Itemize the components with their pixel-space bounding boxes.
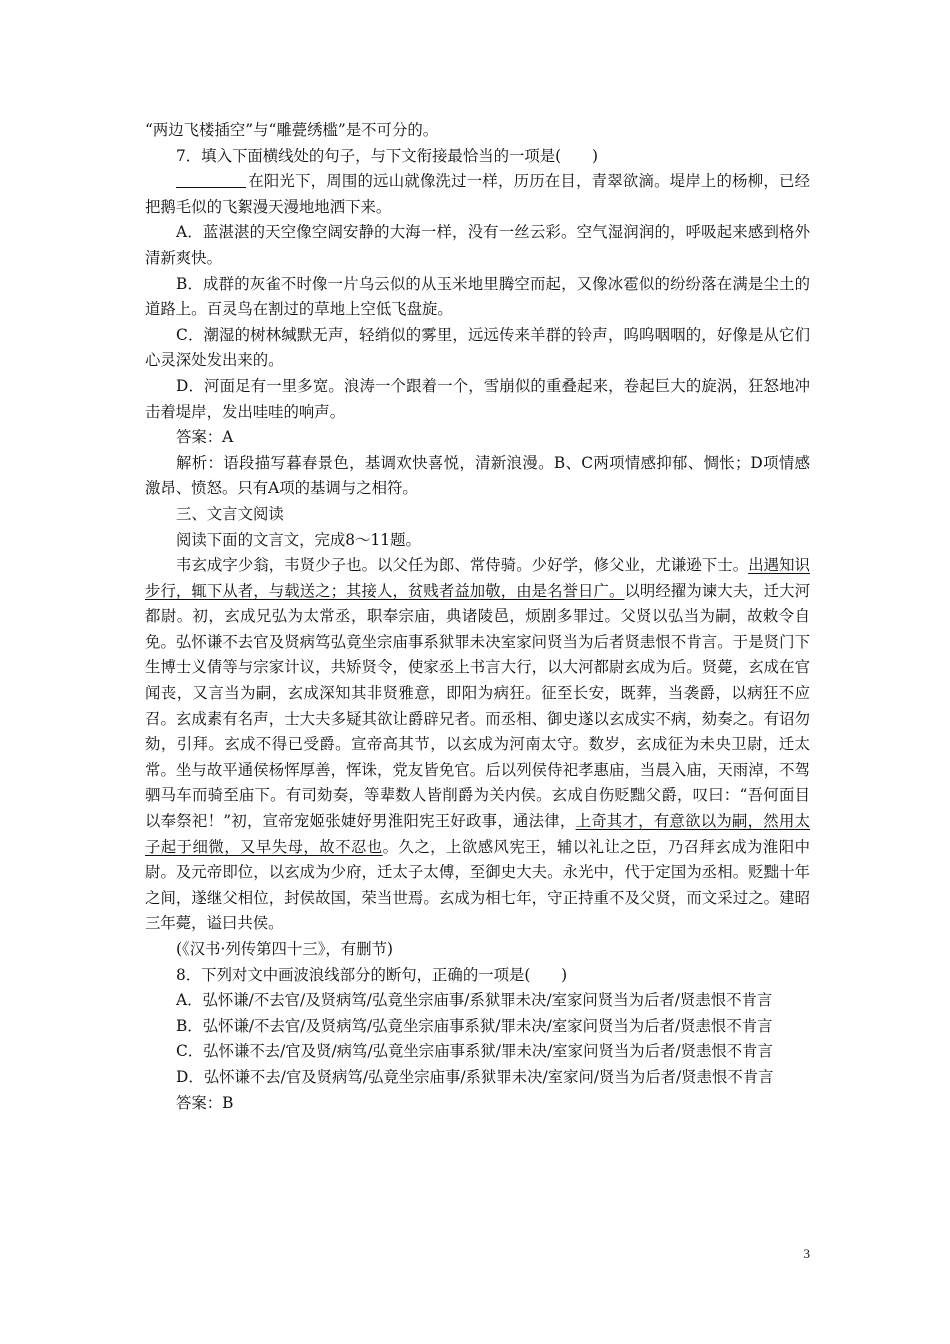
passage-part-3: 。久之，上欲感风宪王，辅以礼让之臣，乃召拜玄成为淮阳中尉。及元帝即位，以玄成为少府，迁太子太傅，至御史大夫。永光中，代于定国为丞相。贬黜十年之间，遂继父相位，封侯故国，荣当世焉。玄成为相七年，守正持重不及父贤，而文采过之。建昭三年薨，谥曰共侯。 bbox=[145, 837, 810, 933]
document-body bbox=[145, 118, 810, 1116]
underlined-sentence-2: 上奇其才，有意欲以为嗣，然用太子起于细微，又早失母，故不忍也 bbox=[145, 812, 810, 856]
answer-7: 答案：A bbox=[176, 428, 234, 447]
underlined-sentence-1: 出遇知识步行，辄下从者，与载送之；其接人，贫贱者益加敬，由是名誉日广。 bbox=[145, 556, 810, 600]
option-7c: C．潮湿的树林缄默无声，轻绡似的雾里，远远传来羊群的铃声，呜呜咽咽的，好像是从它们心灵深处发出来的。 bbox=[145, 325, 810, 370]
question-7-text bbox=[145, 169, 810, 220]
option-7b: B．成群的灰雀不时像一片乌云似的从玉米地里腾空而起，又像冰雹似的纷纷落在满是尘土的道路上。百灵鸟在割过的草地上空低飞盘旋。 bbox=[145, 274, 810, 319]
passage-part-2: 以明经擢为谏大夫，迁大河都尉。初，玄成兄弘为太常丞，职奉宗庙，典诸陵邑，烦剧多罪过。父贤以弘当为嗣，故敕令自免。弘怀谦不去官及贤病笃弘竟坐宗庙事系狱罪未决室家问贤当为后者贤恚恨不肯言。于是贤门下生博士义倩等与宗家计议，共矫贤令，使家丞上书言大行，以大河都尉玄成为后。贤薨，玄成在官闻丧，又言当为嗣，玄成深知其非贤雅意，即阳为病狂。征至长安，既葬，当袭爵，以病狂不应召。玄成素有名声，士大夫多疑其欲让爵辟兄者。而丞相、御史遂以玄成实不病，劾奏之。有诏勿劾，引拜。玄成不得已受爵。宣帝高其节，以玄成为河南太守。数岁，玄成征为未央卫尉，迁太常。坐与故平通侯杨恽厚善，恽诛，党友皆免官。后以列侯侍祀孝惠庙，当晨入庙，天雨淖，不驾驷马车而骑至庙下。有司劾奏，等辈数人皆削爵为关内侯。玄成自伤贬黜父爵，叹曰：“吾何面目以奉祭祀！”初，宣帝宠姬张婕妤男淮阳宪王好政事，通法律， bbox=[145, 581, 810, 831]
classical-passage bbox=[145, 553, 810, 937]
section-3-heading: 三、文言文阅读 bbox=[176, 504, 284, 523]
line-intro: “两边飞楼插空”与“雕甍绣槛”是不可分的。 bbox=[145, 121, 439, 139]
passage-source: (《汉书·列传第四十三》，有删节) bbox=[176, 940, 393, 958]
option-8c: C．弘怀谦不去/官及贤/病笃/弘竟坐宗庙事系狱/罪未决/室家问贤当为后者/贤恚恨不肯言 bbox=[176, 1042, 773, 1061]
answer-8: 答案：B bbox=[176, 1093, 234, 1112]
analysis-7: 解析：语段描写暮春景色，基调欢快喜悦，清新浪漫。B、C两项情感抑郁、惆怅；D项情感激昂、愤怒。只有A项的基调与之相符。 bbox=[145, 453, 810, 498]
fill-blank bbox=[176, 169, 246, 188]
page-number: 3 bbox=[803, 1246, 810, 1261]
question-7-passage: 在阳光下，周围的远山就像洗过一样，历历在目，青翠欲滴。堤岸上的杨柳，已经把鹅毛似的飞絮漫天漫地地洒下来。 bbox=[145, 172, 810, 216]
option-7a: A．蓝湛湛的天空像空阔安静的大海一样，没有一丝云彩。空气湿润润的，呼吸起来感到格外清新爽快。 bbox=[145, 223, 810, 267]
option-8b: B．弘怀谦/不去官/及贤病笃/弘竟坐宗庙事系狱/罪未决/室家问贤当为后者/贤恚恨不肯言 bbox=[176, 1016, 773, 1035]
option-8a: A．弘怀谦/不去官/及贤病笃/弘竟坐宗庙事/系狱罪未决/室家问贤当为后者/贤恚恨不肯言 bbox=[176, 991, 773, 1010]
option-7d: D．河面足有一里多宽。浪涛一个跟着一个，雪崩似的重叠起来，卷起巨大的旋涡，狂怒地冲击着堤岸，发出哇哇的响声。 bbox=[145, 376, 810, 421]
option-8d: D．弘怀谦不去/官及贤病笃/弘竟坐宗庙事/系狱罪未决/室家问/贤当为后者/贤恚恨不肯言 bbox=[176, 1067, 774, 1086]
question-7: 7．填入下面横线处的句子，与下文衔接最恰当的一项是( ) bbox=[176, 146, 598, 165]
passage-part-1: 韦玄成字少翁，韦贤少子也。以父任为郎、常侍骑。少好学，修父业，尤谦逊下士。 bbox=[176, 556, 749, 575]
question-8: 8．下列对文中画波浪线部分的断句，正确的一项是( ) bbox=[176, 965, 568, 984]
section-3-intro: 阅读下面的文言文，完成8～11题。 bbox=[176, 530, 421, 549]
